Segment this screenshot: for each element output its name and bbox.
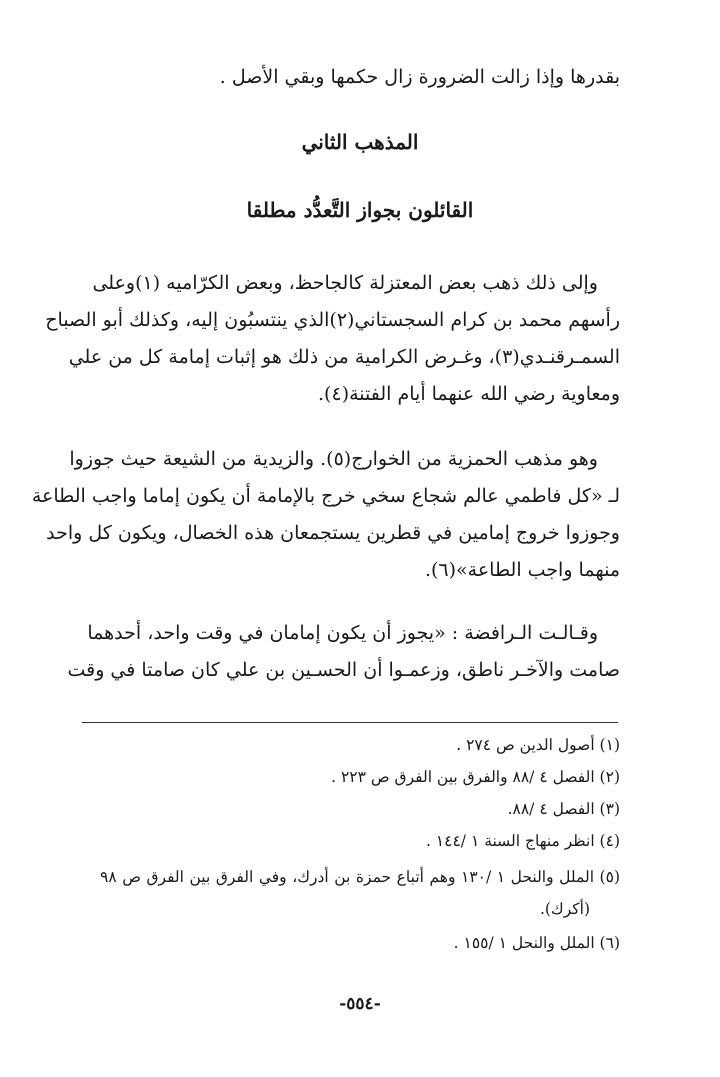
paragraph-1-line-4: ومعاوية رضي الله عنهما أيام الفتنة(٤). [318,383,620,405]
footnote-5: (٥) الملل والنحل ١ /١٣٠ وهم أتباع حمزة بن أدرك، وفي الفرق بين الفرق ص ٩٨ [100,868,620,886]
footnote-3: (٣) الفصل ٤ /٨٨. [507,800,620,818]
paragraph-1-line-1: وإلى ذلك ذهب بعض المعتزلة كالجاحظ، وبعض الكرّاميه (١)وعلى [92,272,598,294]
paragraph-3-line-1: وقـالـت الـرافضة : «يجوز أن يكون إمامان في وقت واحد، أحدهما [87,622,598,644]
paragraph-1-line-2: رأسهم محمد بن كرام السجستاني(٢)الذي ينتسبُون إليه، وكذلك أبو الصباح [45,309,620,331]
paragraph-2-line-4: منهما واجب الطاعة»(٦). [424,559,620,581]
footnote-1: (١) أصول الدين ص ٢٧٤ . [456,736,620,754]
page-number: -٥٥٤- [339,994,381,1014]
intro-line: بقدرها وإذا زالت الضرورة زال حكمها وبقي الأصل . [219,66,620,88]
footnote-5-continuation: (أكرك). [539,900,590,918]
paragraph-3-line-2: صامت والآخـر ناطق، وزعمـوا أن الحسـين بن علي كان صامتا في وقت [67,659,620,681]
paragraph-2-line-3: وجوزوا خروج إمامين في قطرين يستجمعان هذه الخصال، ويكون كل واحد [46,522,620,544]
footnote-divider [82,722,618,723]
paragraph-2-line-2: لـ «كل فاطمي عالم شجاع سخي خرج بالإمامة أن يكون إماما واجب الطاعة [31,485,620,507]
footnote-6: (٦) الملل والنحل ١ /١٥٥ . [453,934,620,952]
paragraph-1-line-3: السمـرقنـدي(٣)، وغـرض الكرامية من ذلك هو إثبات إمامة كل من علي [68,346,620,368]
footnote-4: (٤) انظر منهاج السنة ١ /١٤٤ . [425,832,620,850]
section-heading: المذهب الثاني [301,130,419,154]
paragraph-2-line-1: وهو مذهب الحمزية من الخوارج(٥). والزيدية من الشيعة حيث جوزوا [69,448,598,470]
section-subheading: القائلون بجواز التَّعدُّد مطلقا [246,198,474,222]
footnote-2: (٢) الفصل ٤ /٨٨ والفرق بين الفرق ص ٢٢٣ . [331,768,620,786]
